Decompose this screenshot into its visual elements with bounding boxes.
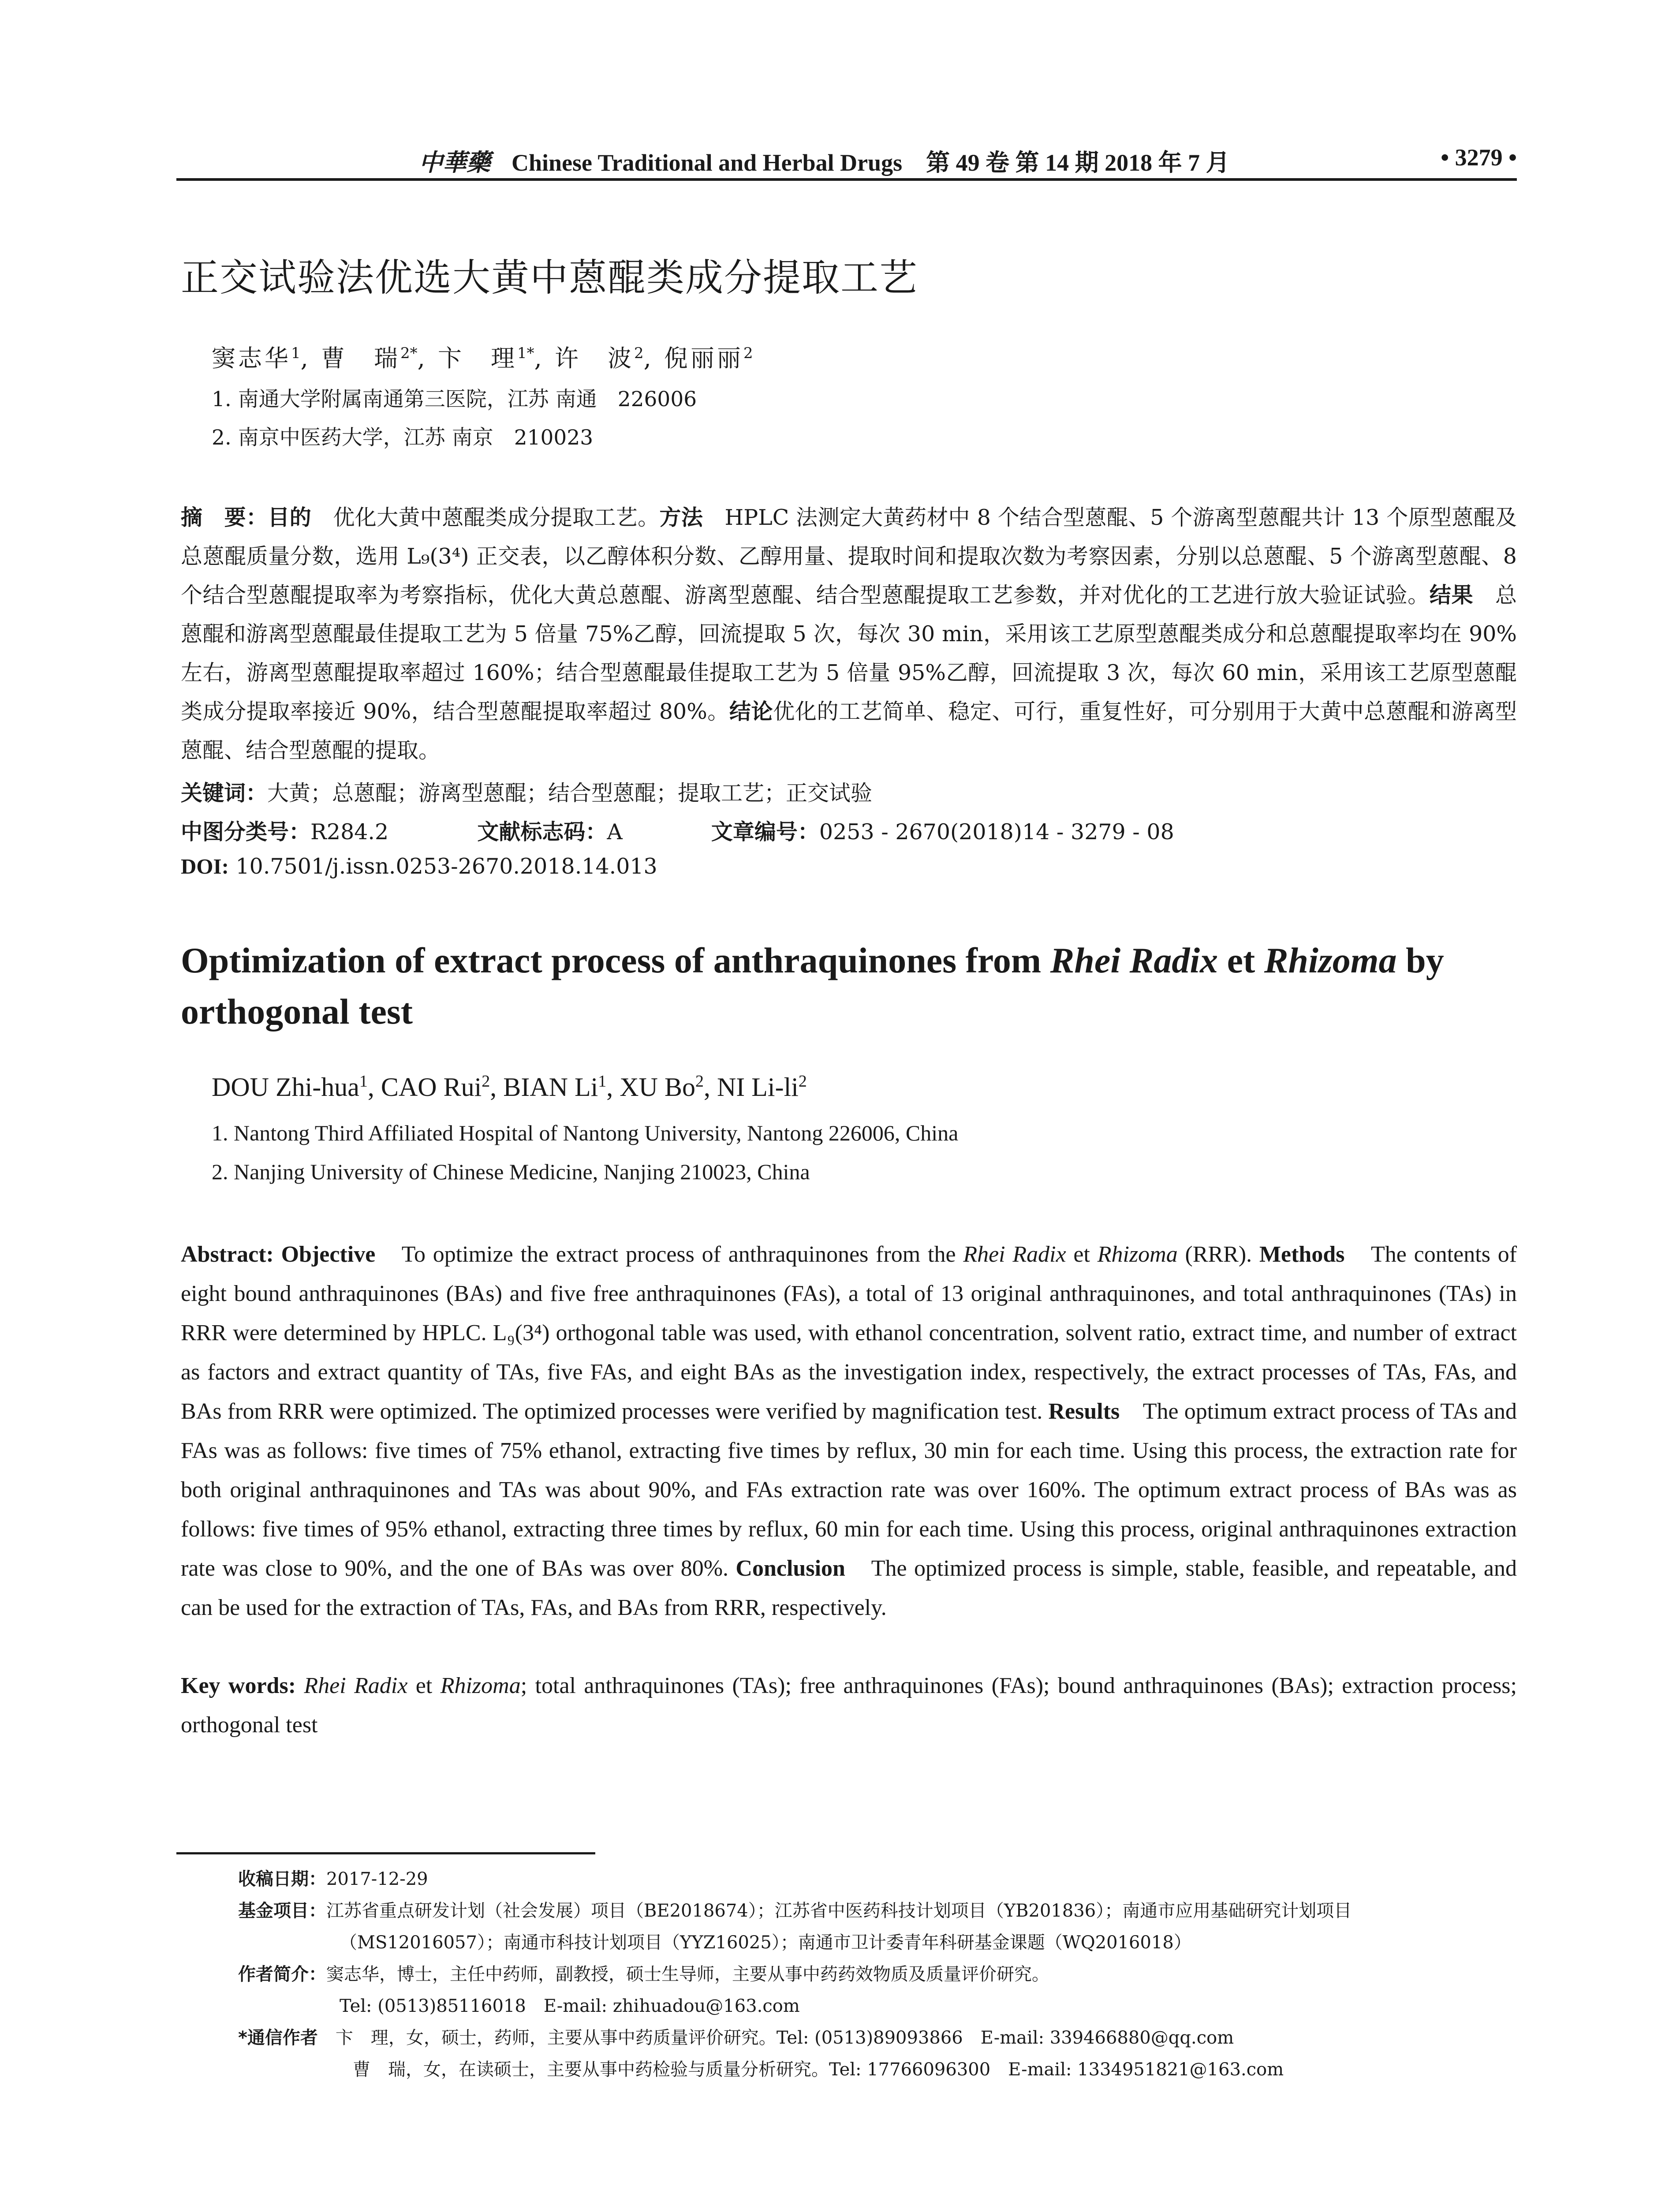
doi-value: 10.7501/j.issn.0253-2670.2018.14.013 [235, 854, 657, 879]
author: DOU Zhi-hua [212, 1073, 359, 1102]
english-title: Optimization of extract process of anthraquinones from Rhei Radix et Rhizoma by orthogonal test [181, 940, 1444, 1031]
page-number: • 3279 • [1441, 144, 1517, 171]
chinese-affiliation-2: 2. 南京中医药大学，江苏 南京 210023 [212, 426, 594, 450]
received-date: 收稿日期：2017-12-29 [238, 1869, 428, 1889]
author: 许 波 [554, 344, 634, 372]
classification-line: 中图分类号：R284.2 文献标志码：A 文章编号：0253 - 2670(2018)14 - 3279 - 08 [181, 819, 1174, 845]
english-keywords: Key words: Rhei Radix et Rhizoma; total anthraquinones (TAs); free anthraquinones (FAs); bound anthraquinones (BAs); extraction process; orthogonal test [181, 1673, 1517, 1738]
author: CAO Rui [381, 1073, 482, 1102]
chinese-title: 正交试验法优选大黄中蒽醌类成分提取工艺 [181, 256, 918, 300]
fund-info: 基金项目：江苏省重点研发计划（社会发展）项目（BE2018674）；江苏省中医药科技计划项目（YB201836）；南通市应用基础研究计划项目 [238, 1901, 1352, 1921]
author: NI Li-li [717, 1073, 799, 1102]
english-abstract: Abstract: Objective To optimize the extract process of anthraquinones from the Rhei Radix et Rhizoma (RRR). Methods The contents of eight bound anthraquinones (BAs) and five free anthraquinones (FAs), a total of 13 original anthraquinones, and total anthraquinones (TAs) in RRR were determined by HPLC. L₉(3⁴) orthogonal table was used, with ethanol concentration, solvent ratio, extract time, and number of extract as factors and extract quantity of TAs, five FAs, and eight BAs as the investigation index, respectively, the extract processes of TAs, FAs, and BAs from RRR were optimized. The optimized processes were verified by magnification test. Results The optimum extract process of TAs and FAs was as follows: five times of 75% ethanol, extracting five times by reflux, 30 min for each time. Using this process, the extraction rate for both original anthraquinones and TAs was about 90%, and FAs extraction rate was over 160%. The optimum extract process of BAs was as follows: five times of 95% ethanol, extracting three times by reflux, 60 min for each time. Using this process, original anthraquinones extraction rate was close to 90%, and the one of BAs was over 80%. Conclusion The optimized process is simple, stable, feasible, and repeatable, and can be used for the extraction of TAs, FAs, and BAs from RRR, respectively. [181, 1242, 1517, 1620]
author: 卞 理 [437, 344, 517, 372]
author: 曹 瑞 [321, 344, 400, 372]
english-affiliation-2: 2. Nanjing University of Chinese Medicine, Nanjing 210023, China [212, 1159, 810, 1184]
chinese-authors: 窦志华$^1$, 曹 瑞$^{2*}$, 卞 理$^{1*}$, 许 波$^2$, 倪丽丽$^2$ [212, 344, 753, 372]
author: BIAN Li [503, 1073, 598, 1102]
author: 窦志华 [212, 344, 291, 372]
corresponding-author: *通信作者 卞 理，女，硕士，药师，主要从事中药质量评价研究。Tel: (0513)89093866 E-mail: 339466880@qq.com [238, 2028, 1234, 2048]
footnotes: 收稿日期：2017-12-29 基金项目：江苏省重点研发计划（社会发展）项目（BE2018674）；江苏省中医药科技计划项目（YB201836）；南通市应用基础研究计划项目 （MS12016057）；南通市科技计划项目（YYZ16025）；南通市卫计委青年科研基金课题（WQ2016018） 作者简介：窦志华，博士，主任中药师，副教授，硕士生导师，主要从事中药药效物质及质量评价研究。 Tel: (0513)85116018 E-mail: zhihuadou@163.com *通信作者 卞 理，女，硕士，药师，主要从事中药质量评价研究。Tel: (0513)89093866 E-mail: 339466880@qq.com 曹 瑞，女，在读硕士，主要从事中药检验与质量分析研究。Tel: 17766096300 E-mail: 1334951821@163.com [238, 1863, 1517, 2085]
running-header [176, 140, 1517, 178]
journal-logo: 中華藥 [419, 148, 490, 176]
english-authors: DOU Zhi-hua$^1$, CAO Rui$^2$, BIAN Li$^1$, XU Bo$^2$, NI $Li-li^2$ [212, 1072, 807, 1102]
header-rule [176, 178, 1517, 181]
author: XU Bo [620, 1073, 695, 1102]
chinese-affiliation-1: 1. 南通大学附属南通第三医院，江苏 南通 226006 [212, 387, 697, 411]
journal-citation: Chinese Traditional and Herbal Drugs 第 49 卷 第 14 期 2018 年 7 月 [511, 149, 1230, 176]
chinese-abstract: 摘 要：目的 优化大黄中蒽醌类成分提取工艺。方法 HPLC 法测定大黄药材中 8 个结合型蒽醌、5 个游离型蒽醌共计 13 个原型蒽醌及总蒽醌质量分数，选用 L₉(3⁴) 正交表，以乙醇体积分数、乙醇用量、提取时间和提取次数为考察因素，分别以总蒽醌、5 个游离型蒽醌、8 个结合型蒽醌提取率为考察指标，优化大黄总蒽醌、游离型蒽醌、结合型蒽醌提取工艺参数，并对优化的工艺进行放大验证试验。结果 总蒽醌和游离型蒽醌最佳提取工艺为 5 倍量 75%乙醇，回流提取 5 次，每次 30 min，采用该工艺原型蒽醌类成分和总蒽醌提取率均在 90%左右，游离型蒽醌提取率超过 160%；结合型蒽醌最佳提取工艺为 5 倍量 95%乙醇，回流提取 3 次，每次 60 min，采用该工艺原型蒽醌类成分提取率接近 90%，结合型蒽醌提取率超过 80%。结论优化的工艺简单、稳定、可行，重复性好，可分别用于大黄中总蒽醌和游离型蒽醌、结合型蒽醌的提取。 [181, 505, 1517, 763]
author-bio: 作者简介：窦志华，博士，主任中药师，副教授，硕士生导师，主要从事中药药效物质及质量评价研究。 [238, 1964, 1049, 1984]
author: 倪丽丽 [664, 344, 743, 372]
footnote-rule [176, 1852, 595, 1854]
doi-line: DOI: 10.7501/j.issn.0253-2670.2018.14.013 [181, 854, 657, 879]
english-affiliation-1: 1. Nantong Third Affiliated Hospital of Nantong University, Nantong 226006, China [212, 1121, 959, 1145]
chinese-keywords: 关键词：大黄；总蒽醌；游离型蒽醌；结合型蒽醌；提取工艺；正交试验 [181, 781, 873, 806]
